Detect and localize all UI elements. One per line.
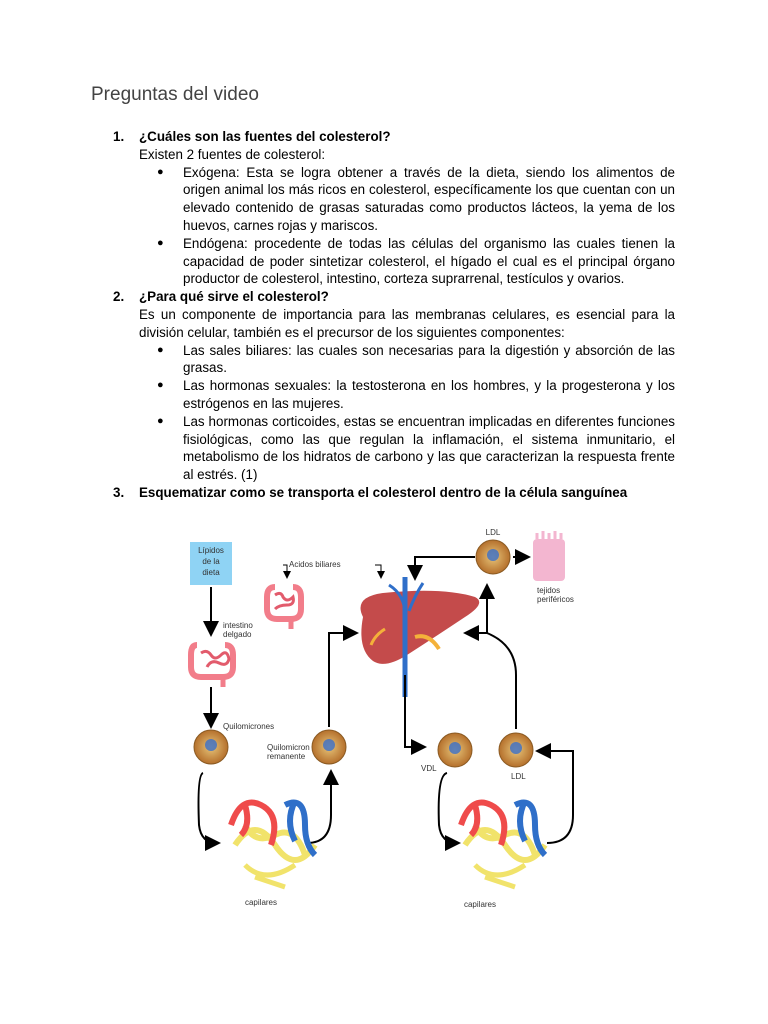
vdl-label: VDL (421, 764, 437, 773)
list-item (157, 377, 675, 413)
arrow-remnant-to-liver (329, 633, 355, 727)
ldl-top-core (487, 549, 499, 561)
intestino-label-1: intestino (223, 621, 253, 630)
chylomicron-core (205, 739, 217, 751)
remnant-core (323, 739, 335, 751)
tejidos-label-2: periféricos (537, 595, 574, 604)
list-item (157, 235, 675, 288)
bullet-icon: ● (157, 379, 164, 392)
quilomicrones-label: Quilomicrones (223, 722, 275, 731)
page-title: Preguntas del video (91, 84, 259, 105)
arrow-capillaries-to-ldl (539, 751, 573, 843)
arrow-bile-left (283, 565, 287, 577)
capillaries-right-icon (461, 801, 545, 887)
capilares-left-label: capilares (244, 898, 278, 907)
list-item (157, 164, 675, 235)
ldl-bottom-core (510, 742, 522, 754)
capillaries-left-icon (231, 801, 315, 887)
question-number: 2. (113, 289, 125, 305)
question-text: ¿Cuáles son las fuentes del colesterol? (139, 129, 391, 144)
sticky-note (190, 542, 232, 585)
question-2 (113, 288, 675, 306)
question-number: 3. (113, 484, 125, 500)
peripheral-tissue-icon (533, 531, 565, 581)
question-number: 1. (113, 129, 125, 144)
arrow-vdl-to-capillaries (439, 773, 457, 843)
arrow-liver-to-vdl (405, 675, 423, 747)
vdl-core (449, 742, 461, 754)
list-item-text: Endógena: procedente de todas las células del organismo las cuales tienen la capacidad de poder sintetizar colesterol, el hígado el cual es el principal órgano productor de colesterol, intestino, corteza suprarrenal, testículos y ovarios. (183, 235, 675, 287)
tejidos-label-1: tejidos (537, 586, 561, 595)
list-item-text: Exógena: Esta se logra obtener a través de la dieta, siendo los alimentos de origen animal los más ricos en colesterol, específicamente los que cuentan con un elevado contenido de grasas saturadas como productos lácteos, la yema de los huevos, carnes rojas y mariscos. (183, 164, 675, 233)
sticky-line-2: de la (202, 557, 220, 566)
arrow-ldl-to-liver-bottom (467, 633, 516, 729)
bullet-list (113, 164, 675, 289)
small-intestine-icon (191, 645, 233, 687)
arrow-capillaries-to-remnant (307, 773, 331, 843)
arrow-bile-right (375, 565, 381, 577)
bullet-list (113, 342, 675, 484)
question-text: Esquematizar como se transporta el colesterol dentro de la célula sanguínea (139, 484, 628, 500)
question-1 (113, 128, 675, 146)
list-item-text: Las hormonas corticoides, estas se encuentran implicadas en diferentes funciones fisiológicas, como las que regulan la inflamación, el sistema inmunitario, el metabolismo de los hidratos de carbono y las que caracterizan la respuesta frente al estrés. (1) (183, 413, 675, 483)
acidos-biliares-label: Acidos biliares (289, 560, 341, 569)
remanente-label-1: Quilomicron (267, 743, 310, 752)
list-item-text: Las sales biliares: las cuales son necesarias para la digestión y absorción de las grasas. (183, 342, 675, 376)
liver-icon (361, 577, 480, 697)
sticky-line-3: dieta (202, 568, 220, 577)
list-item (157, 342, 675, 378)
question-3 (113, 484, 675, 502)
paragraph: Existen 2 fuentes de colesterol: (139, 146, 326, 162)
list-item-text: Las hormonas sexuales: la testosterona en los hombres, y la progesterona y los estrógenos en las mujeres. (183, 378, 675, 411)
ldl-bottom-label: LDL (511, 772, 526, 781)
bullet-icon: ● (157, 414, 164, 427)
document-body (113, 128, 675, 502)
ldl-top-label: LDL (485, 528, 501, 537)
question-text: ¿Para qué sirve el colesterol? (139, 289, 329, 305)
remanente-label-2: remanente (267, 752, 306, 761)
capilares-right-label: capilares (463, 900, 497, 909)
cholesterol-transport-diagram (175, 525, 585, 925)
bullet-icon: ● (157, 236, 164, 249)
paragraph: Es un componente de importancia para las membranas celulares, es esencial para la división celular, también es el precursor de los siguientes componentes: (139, 306, 675, 340)
intestino-label-2: delgado (223, 630, 252, 639)
intestine-bile-icon (267, 587, 301, 629)
arrow-chylomicron-to-capillaries (199, 773, 218, 843)
arrow-ldl-to-liver (415, 557, 475, 577)
list-item (157, 413, 675, 484)
bullet-icon: ● (157, 165, 164, 178)
sticky-line-1: Lípidos (198, 546, 224, 555)
bullet-icon: ● (157, 343, 164, 356)
